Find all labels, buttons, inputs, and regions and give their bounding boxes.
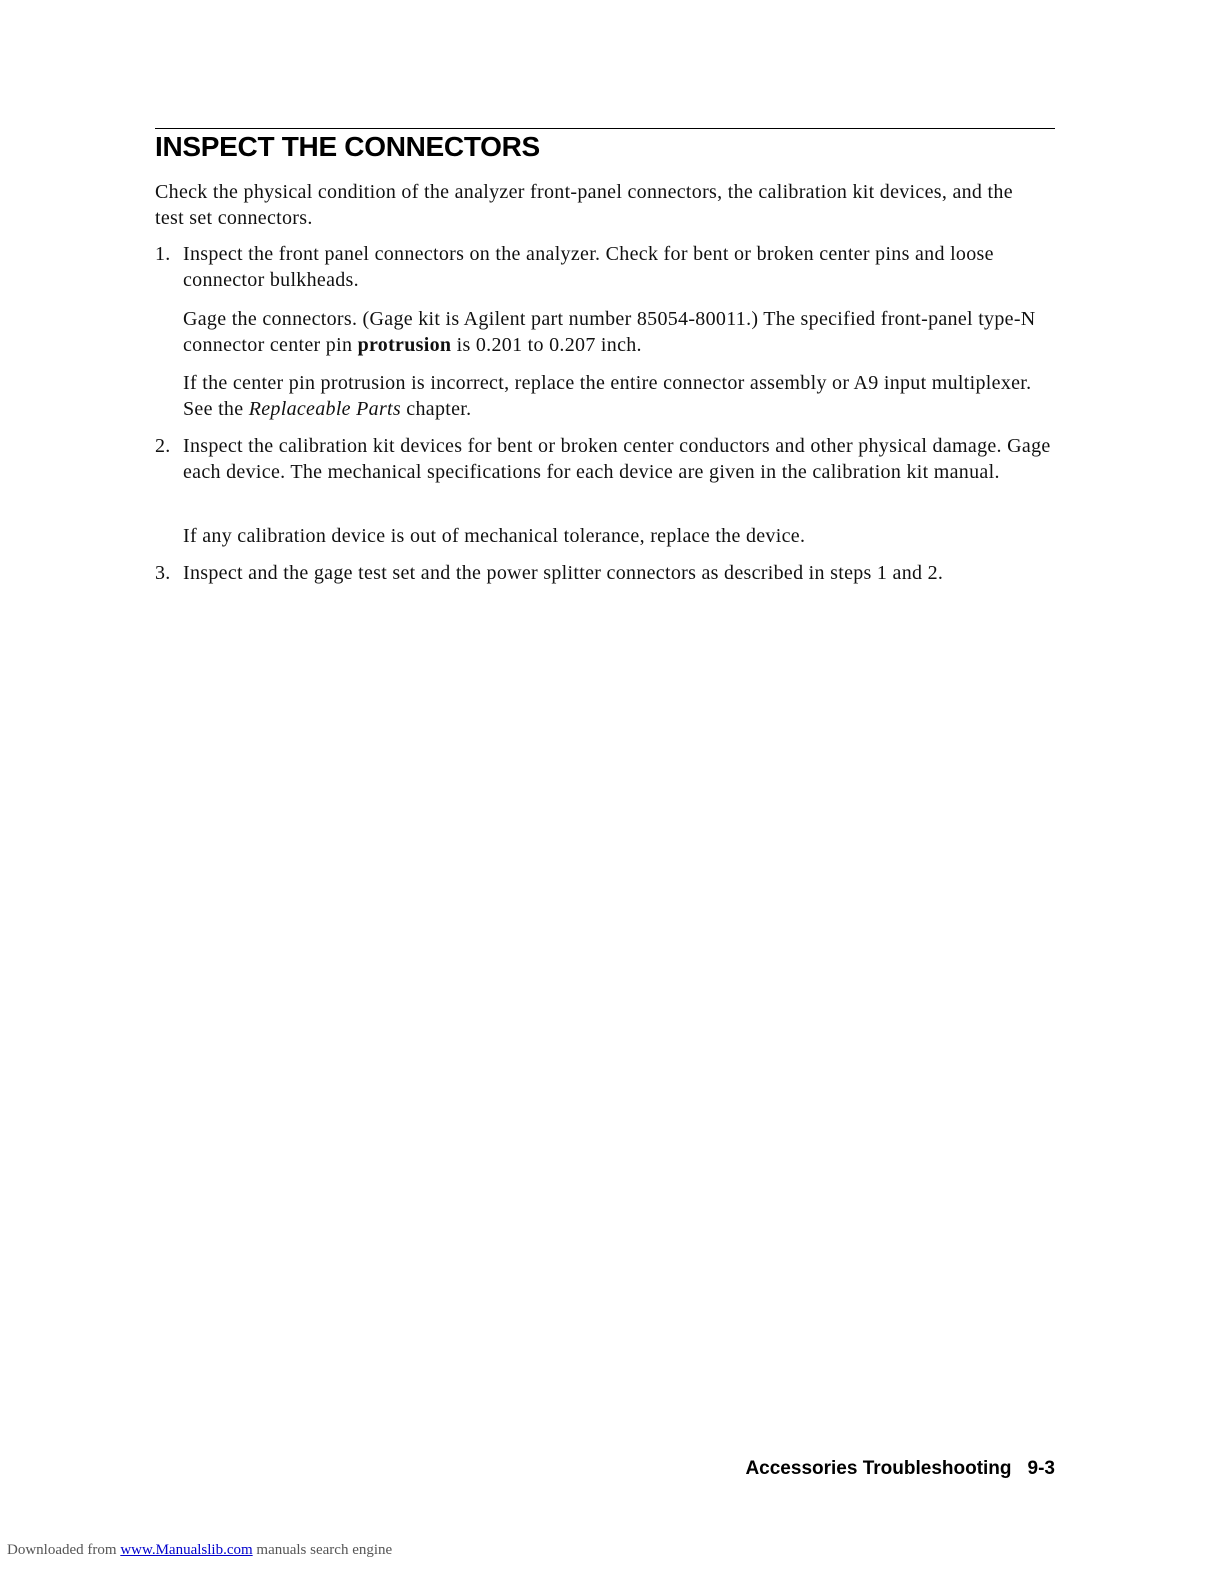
step-2-text: Inspect the calibration kit devices for bent or broken center conductors and other physical damage. Gage each device. The mechanical specifications for each device are given in the calibration kit manual. [183,435,1051,483]
step-2-note: If any calibration device is out of mechanical tolerance, replace the device. [183,525,806,547]
step-1-gage-paragraph [183,306,1055,358]
replaceable-parts-reference: Replaceable Parts [248,398,401,420]
replace-text-post: chapter. [401,398,472,420]
download-note-prefix: Downloaded from [7,1542,121,1558]
page-footer [745,1458,1055,1480]
step-3-text: Inspect and the gage test set and the power splitter connectors as described in steps 1 and 2. [183,562,944,584]
step-2 [155,433,1055,485]
gage-text-post: is 0.201 to 0.207 inch. [451,334,642,356]
step-1 [155,241,1055,293]
intro-paragraph: Check the physical condition of the analyzer front-panel connectors, the calibration kit devices, and the test set connectors. [155,181,1013,229]
download-note-suffix: manuals search engine [252,1542,393,1558]
section-title: INSPECT THE CONNECTORS [155,131,540,162]
protrusion-term: protrusion [357,334,452,356]
download-note [7,1542,392,1559]
replace-text-pre: If the center pin protrusion is incorrect, replace the entire connector assembly or A9 input multiplexer. See the [183,372,1032,420]
manualslib-link[interactable]: www.Manualslib.com [120,1542,253,1558]
step-1-replace-paragraph [183,370,1055,422]
footer-chapter-title: Accessories Troubleshooting [745,1458,1012,1479]
step-1-number: 1. [155,243,171,265]
step-1-text: Inspect the front panel connectors on the analyzer. Check for bent or broken center pins and loose connector bulkheads. [183,243,994,291]
step-3 [155,560,1055,586]
gage-text-pre: Gage the connectors. (Gage kit is Agilent part number 85054-80011.) The specified front-panel type-N connector center pin [183,308,1036,356]
step-3-number: 3. [155,562,171,584]
step-2-number: 2. [155,435,171,457]
section-rule [155,128,1055,129]
footer-page-number: 9-3 [1027,1458,1055,1479]
